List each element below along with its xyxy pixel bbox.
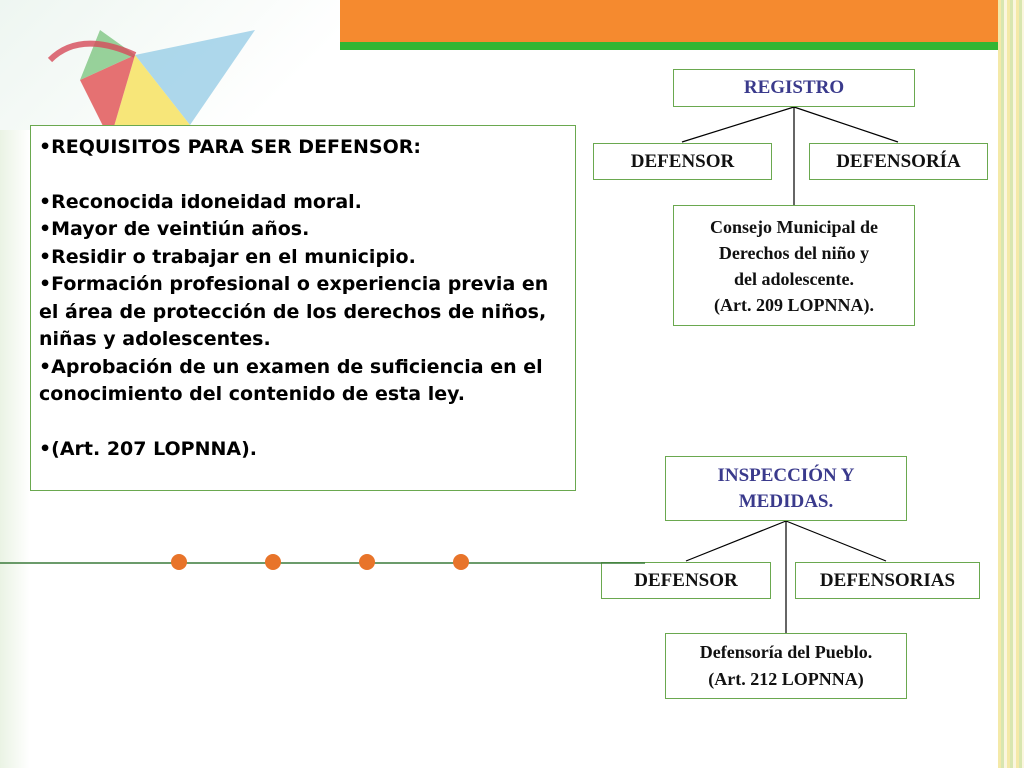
registro-title: REGISTRO	[743, 77, 845, 98]
registro-defensoria-box	[809, 143, 988, 180]
requirements-heading: •REQUISITOS PARA SER DEFENSOR:	[39, 136, 421, 158]
consejo-municipal-box	[673, 205, 915, 326]
requirement-item: •Formación profesional o experiencia previa en el área de protección de los derechos de niños, niñas y adolescentes.	[39, 273, 549, 350]
registro-box	[673, 69, 915, 107]
requirement-item: •Reconocida idoneidad moral.	[39, 190, 362, 213]
requirement-item: •Mayor de veintiún años.	[39, 218, 310, 240]
requirements-citation: •(Art. 207 LOPNNA).	[39, 437, 258, 460]
consejo-line: Derechos del niño y	[718, 242, 870, 263]
inspeccion-defensor-label: DEFENSOR	[634, 569, 738, 591]
inspeccion-title-line: INSPECCIÓN Y	[717, 464, 855, 486]
timeline-decoration	[0, 540, 1024, 580]
timeline-dot	[359, 554, 375, 570]
timeline-dot	[453, 554, 469, 570]
registro-defensor-box	[593, 143, 772, 180]
defensoria-line: Defensoría del Pueblo.	[699, 642, 873, 662]
consejo-line: del adolescente.	[734, 268, 854, 289]
defensoria-line: (Art. 212 LOPNNA)	[708, 669, 864, 689]
timeline-dot	[265, 554, 281, 570]
timeline-dot	[171, 554, 187, 570]
inspeccion-defensorias-label: DEFENSORIAS	[819, 569, 956, 591]
inspeccion-title-line: MEDIDAS.	[738, 490, 834, 512]
registro-defensoria-label: DEFENSORÍA	[836, 150, 961, 172]
consejo-line: Consejo Municipal de	[709, 216, 878, 237]
inspeccion-box	[665, 456, 907, 521]
requirement-item: •Aprobación de un examen de suficiencia en el conocimiento del contenido de esta ley.	[39, 355, 543, 405]
defensoria-pueblo-box	[665, 633, 907, 699]
requirement-item: •Residir o trabajar en el municipio.	[39, 245, 416, 268]
consejo-line: (Art. 209 LOPNNA).	[714, 294, 874, 315]
registro-defensor-label: DEFENSOR	[630, 150, 735, 172]
